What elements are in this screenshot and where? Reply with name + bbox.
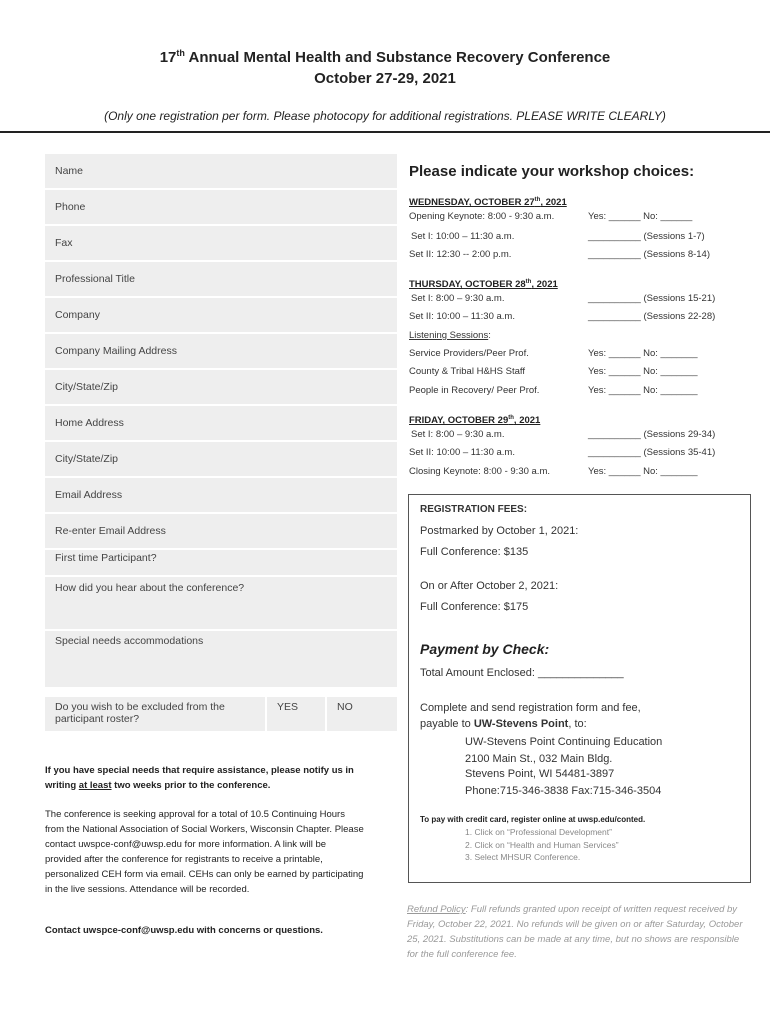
field-fax[interactable]: Fax xyxy=(45,226,397,262)
ceh-notice: The conference is seeking approval for a total of 10.5 Continuing Hours from the National Association of Social Workers, Wisconsin Chapter. Please contact uwspce-conf@uwsp.edu for more information. A link will be provided after the conference for registrants to receive a printable, personalized CEH form via email. CEHs can only be earned by participating in the live sessions. Attendance will be recorded. xyxy=(45,809,364,895)
address-line-1: UW-Stevens Point Continuing Education xyxy=(465,736,663,748)
address-line-3: Stevens Point, WI 54481-3897 xyxy=(465,768,615,780)
workshop-heading: Please indicate your workshop choices: xyxy=(409,163,695,180)
fri-set1-answer[interactable]: __________ (Sessions 29-34) xyxy=(588,429,716,440)
field-phone[interactable]: Phone xyxy=(45,190,397,226)
wed-set1-label: Set I: 10:00 – 11:30 a.m. xyxy=(411,231,515,242)
roster-question: Do you wish to be excluded from the participant roster? xyxy=(55,701,225,725)
wed-set1-answer[interactable]: __________ (Sessions 1-7) xyxy=(588,231,705,242)
late-deadline: On or After October 2, 2021: xyxy=(420,580,559,592)
early-fee: Full Conference: $135 xyxy=(420,546,529,558)
wed-set2-label: Set II: 12:30 -- 2:00 p.m. xyxy=(409,249,512,260)
thu-set2-answer[interactable]: __________ (Sessions 22-28) xyxy=(588,311,716,322)
send-instructions: Complete and send registration form and fee, xyxy=(420,702,641,714)
thursday-heading: THURSDAY, OCTOBER 28th, 2021 xyxy=(409,279,558,291)
roster-no-option[interactable]: NO xyxy=(325,697,397,731)
fri-set2-answer[interactable]: __________ (Sessions 35-41) xyxy=(588,447,716,458)
registration-note: (Only one registration per form. Please photocopy for additional registrations. PLEASE WRITE CLEARLY) xyxy=(104,109,666,123)
listening-session-1-answer[interactable]: Yes: ______ No: _______ xyxy=(588,348,698,359)
wed-set2-answer[interactable]: __________ (Sessions 8-14) xyxy=(588,249,711,260)
wed-keynote-answer[interactable]: Yes: ______ No: ______ xyxy=(588,211,693,222)
fri-keynote-label: Closing Keynote: 8:00 - 9:30 a.m. xyxy=(409,466,550,477)
early-deadline: Postmarked by October 1, 2021: xyxy=(420,525,579,537)
wednesday-heading: WEDNESDAY, OCTOBER 27th, 2021 xyxy=(409,197,567,209)
credit-card-instructions: To pay with credit card, register online at uwsp.edu/conted. xyxy=(420,815,646,824)
address-phone-fax: Phone:715-346-3838 Fax:715-346-3504 xyxy=(465,785,662,797)
late-fee: Full Conference: $175 xyxy=(420,601,529,613)
online-step-3: 3. Select MHSUR Conference. xyxy=(465,852,581,862)
fri-set1-label: Set I: 8:00 – 9:30 a.m. xyxy=(411,429,505,440)
payment-heading: Payment by Check: xyxy=(420,641,550,657)
wed-keynote-label: Opening Keynote: 8:00 - 9:30 a.m. xyxy=(409,211,555,222)
fri-keynote-answer[interactable]: Yes: ______ No: _______ xyxy=(588,466,698,477)
total-enclosed[interactable]: Total Amount Enclosed: ______________ xyxy=(420,667,624,679)
field-home-city-state-zip[interactable]: City/State/Zip xyxy=(45,442,397,478)
thu-set1-label: Set I: 8:00 – 9:30 a.m. xyxy=(411,293,505,304)
thu-set1-answer[interactable]: __________ (Sessions 15-21) xyxy=(588,293,716,304)
listening-session-2-answer[interactable]: Yes: ______ No: _______ xyxy=(588,366,698,377)
listening-session-3-answer[interactable]: Yes: ______ No: _______ xyxy=(588,385,698,396)
field-email[interactable]: Email Address xyxy=(45,478,397,514)
fees-heading: REGISTRATION FEES: xyxy=(420,504,528,515)
online-step-2: 2. Click on “Health and Human Services” xyxy=(465,840,619,850)
listening-sessions-label: Listening Sessions: xyxy=(409,330,491,341)
conference-title: 17th Annual Mental Health and Substance Recovery Conference xyxy=(159,48,611,66)
field-home-address[interactable]: Home Address xyxy=(45,406,397,442)
thu-set2-label: Set II: 10:00 – 11:30 a.m. xyxy=(409,311,515,322)
address-line-2: 2100 Main St., 032 Main Bldg. xyxy=(465,753,613,765)
field-company[interactable]: Company xyxy=(45,298,397,334)
field-email-confirm[interactable]: Re-enter Email Address xyxy=(45,514,397,550)
payable-to: payable to UW-Stevens Point, to: xyxy=(420,718,587,730)
online-step-1: 1. Click on “Professional Development” xyxy=(465,827,612,837)
registration-form xyxy=(45,154,397,731)
roster-exclusion-row xyxy=(45,697,397,731)
refund-policy: Refund Policy: Full refunds granted upon receipt of written request received by Friday, October 22, 2021. No refunds will be given on or after Saturday, October 25, 2021. Substitutions can be made at any time, but no shows are responsible for the full conference fee. xyxy=(407,904,743,960)
friday-heading: FRIDAY, OCTOBER 29th, 2021 xyxy=(409,415,541,427)
roster-yes-option[interactable]: YES xyxy=(265,697,325,731)
listening-session-2: County & Tribal H&HS Staff xyxy=(409,366,525,377)
header-divider xyxy=(0,131,770,133)
listening-session-3: People in Recovery/ Peer Prof. xyxy=(409,385,540,396)
field-name[interactable]: Name xyxy=(45,154,397,190)
special-needs-notice: If you have special needs that require assistance, please notify us in writing at least two weeks prior to the conference. xyxy=(45,765,354,791)
field-special-needs[interactable]: Special needs accommodations xyxy=(45,631,397,689)
field-first-time[interactable]: First time Participant? xyxy=(45,550,397,577)
field-how-heard[interactable]: How did you hear about the conference? xyxy=(45,577,397,631)
fri-set2-label: Set II: 10:00 – 11:30 a.m. xyxy=(409,447,515,458)
field-professional-title[interactable]: Professional Title xyxy=(45,262,397,298)
field-company-address[interactable]: Company Mailing Address xyxy=(45,334,397,370)
field-company-city-state-zip[interactable]: City/State/Zip xyxy=(45,370,397,406)
listening-session-1: Service Providers/Peer Prof. xyxy=(409,348,529,359)
contact-notice: Contact uwspce-conf@uwsp.edu with concerns or questions. xyxy=(45,925,323,936)
conference-dates: October 27-29, 2021 xyxy=(314,70,456,87)
